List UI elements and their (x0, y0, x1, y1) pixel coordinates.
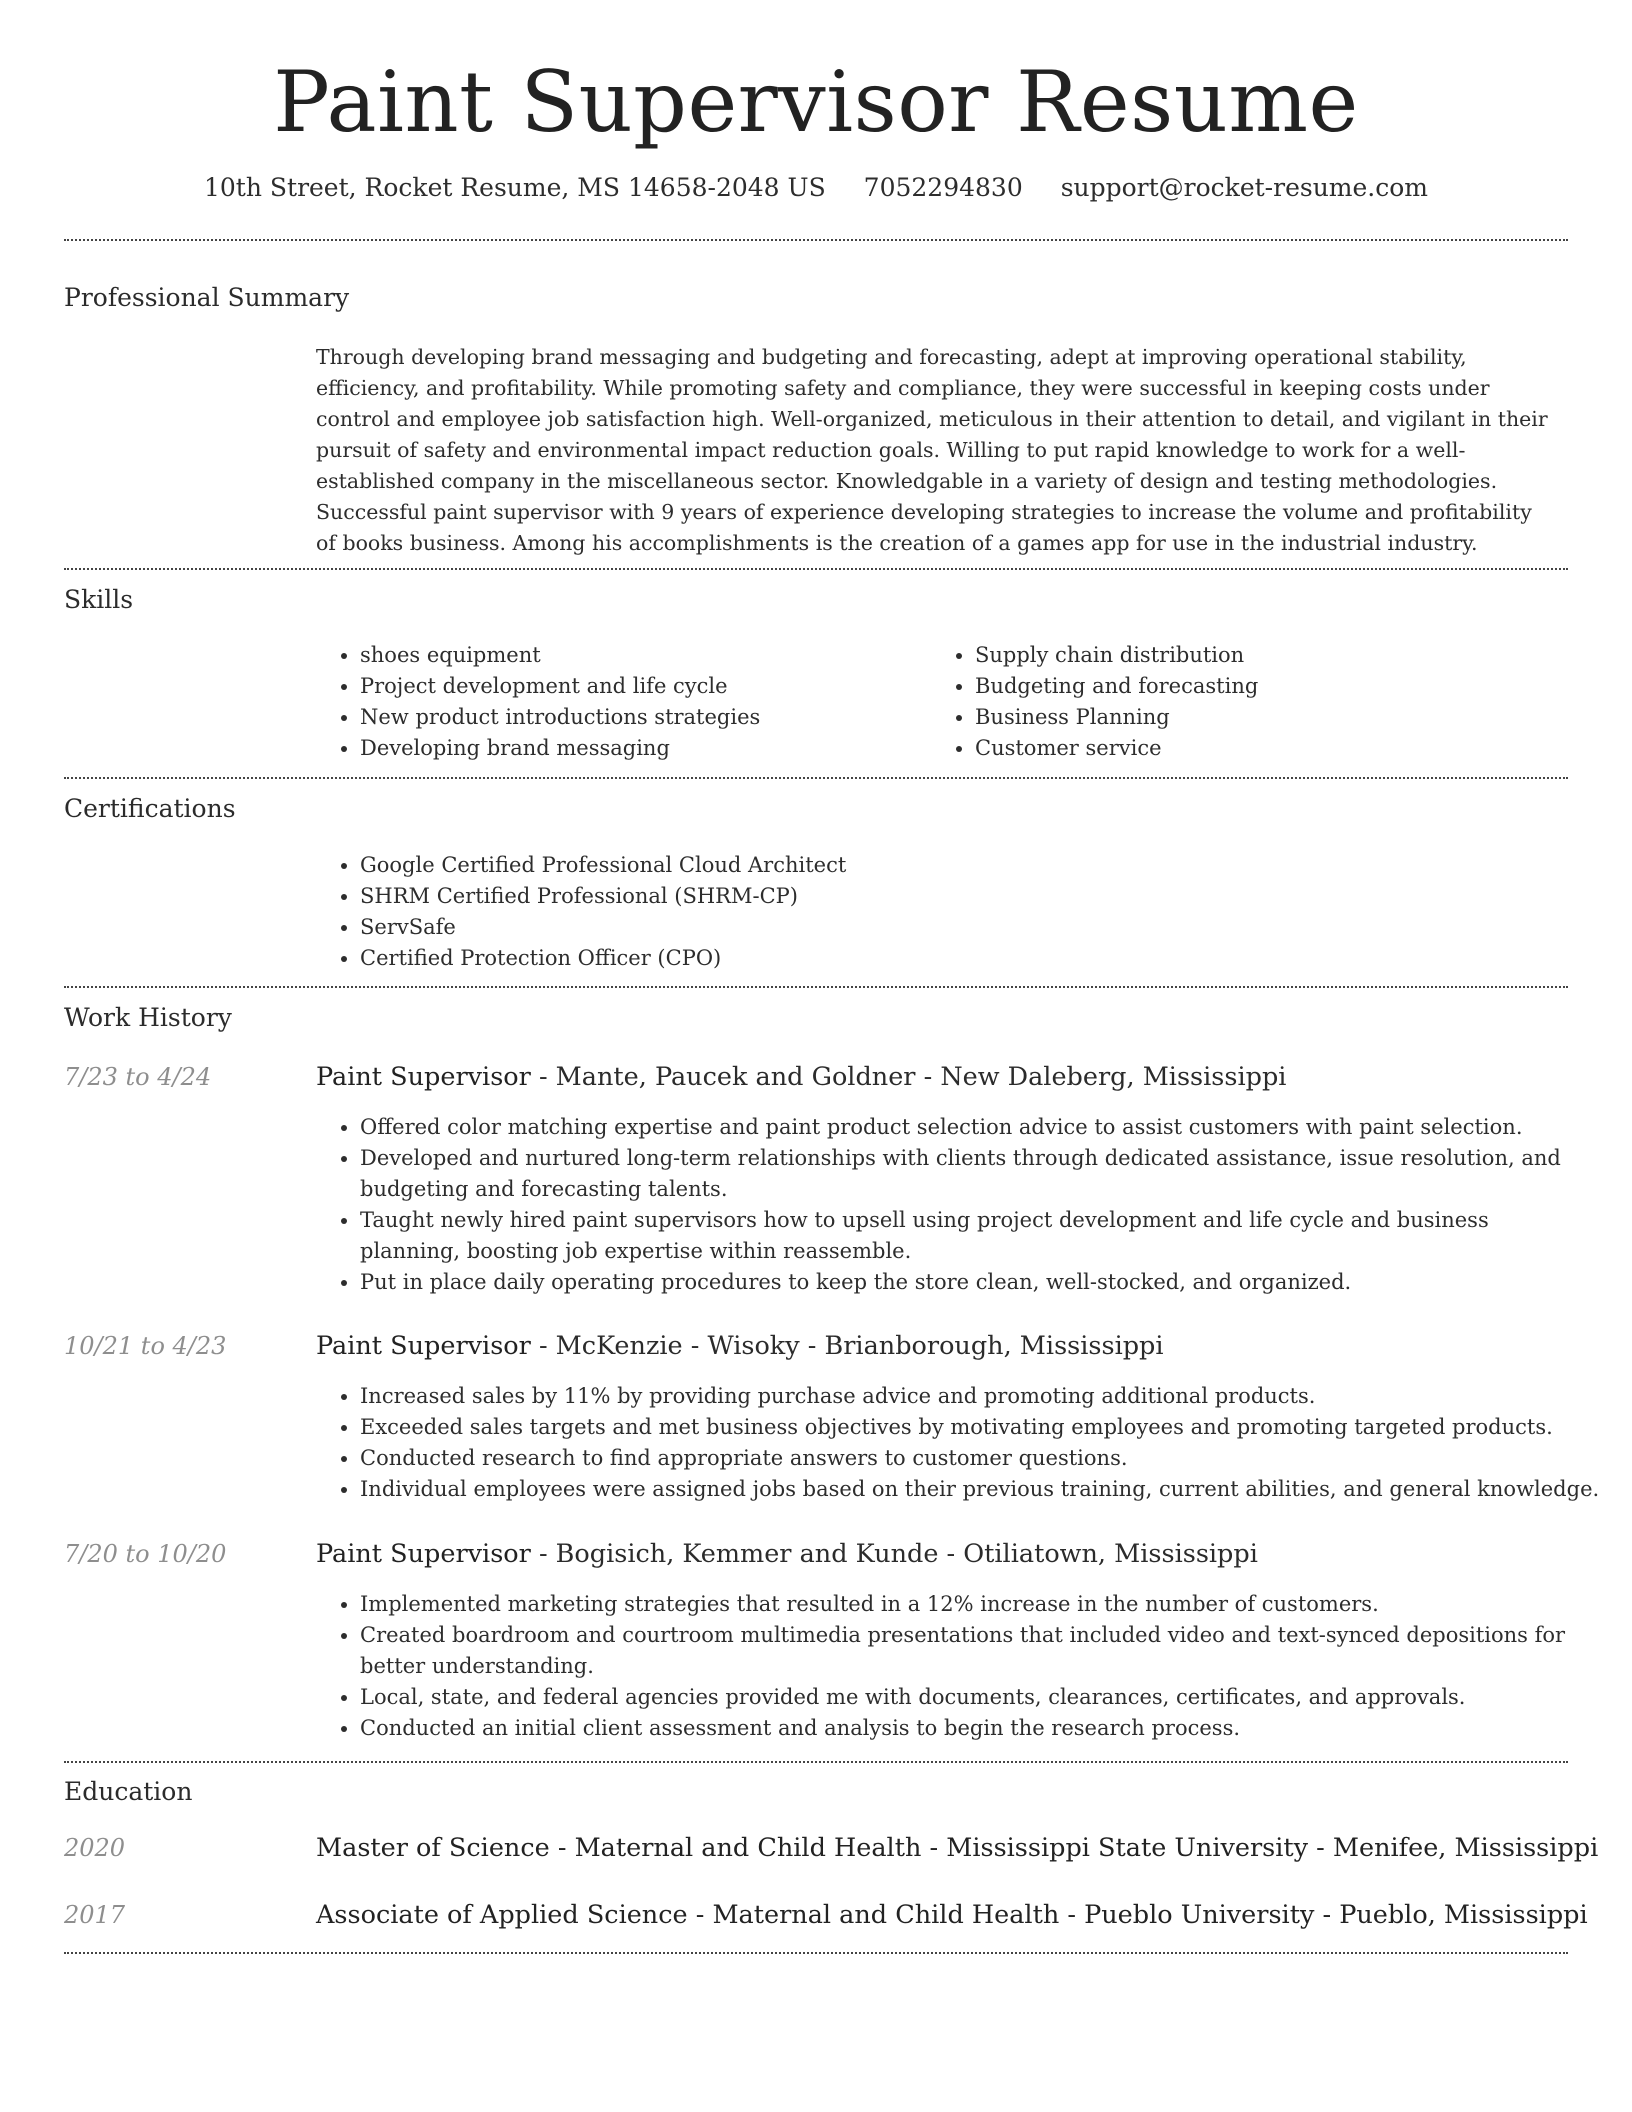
section-title-summary: Professional Summary (64, 283, 350, 312)
job-title: Paint Supervisor (316, 1331, 531, 1361)
education-year: 2017 (64, 1901, 126, 1929)
job-bullet: • Increased sales by 11% by providing purchase advice and promoting additional products. (360, 1381, 1600, 1412)
job-bullet: • Implemented marketing strategies that resulted in a 12% increase in the number of customers. (360, 1589, 1590, 1620)
divider (64, 568, 1568, 570)
job-company: Bogisich, Kemmer and Kunde (555, 1539, 939, 1569)
skill-item: • Customer service (975, 733, 1575, 764)
job-dates: 7/20 to 10/20 (64, 1540, 227, 1568)
skill-item: • Project development and life cycle (360, 671, 920, 702)
contact-email: support@rocket-resume.com (1060, 173, 1428, 202)
job-location: New Daleberg, Mississippi (940, 1062, 1287, 1092)
skill-item: • Budgeting and forecasting (975, 671, 1575, 702)
education-degree: Associate of Applied Science (316, 1900, 688, 1930)
job-dates: 10/21 to 4/23 (64, 1332, 227, 1360)
education-field: Maternal and Child Health (574, 1833, 922, 1863)
job-heading: Paint Supervisor - Bogisich, Kemmer and Kunde - Otiliatown, Mississippi (316, 1539, 1258, 1569)
job-bullets (316, 1589, 1590, 1744)
job-bullet: • Offered color matching expertise and paint product selection advice to assist customers with paint selection. (360, 1112, 1590, 1143)
education-entry: Associate of Applied Science - Maternal and Child Health - Pueblo University - Pueblo, Mississippi (316, 1900, 1588, 1930)
certification-item: • Google Certified Professional Cloud Architect (360, 850, 1560, 881)
summary-text: Through developing brand messaging and budgeting and forecasting, adept at improving operational stability, efficiency, and profitability. While promoting safety and compliance, they were successful in keeping costs under control and employee job satisfaction high. Well-organized, meticulous in their attention to detail, and vigilant in their pursuit of safety and environmental impact reduction goals. Willing to put rapid knowledge to work for a well-established company in the miscellaneous sector. Knowledgable in a variety of design and testing methodologies. Successful paint supervisor with 9 years of experience developing strategies to increase the volume and profitability of books business. Among his accomplishments is the creation of a games app for use in the industrial industry. (316, 345, 1548, 555)
resume-title: Paint Supervisor Resume (273, 53, 1359, 151)
job-bullet: • Individual employees were assigned jobs based on their previous training, current abilities, and general knowledge. (360, 1474, 1600, 1505)
job-bullets (316, 1381, 1600, 1505)
job-company: Mante, Paucek and Goldner (555, 1062, 916, 1092)
contact-line (0, 170, 1632, 206)
divider (64, 986, 1568, 988)
section-title-education: Education (64, 1777, 193, 1806)
divider (64, 1952, 1568, 1954)
skills-list-right (931, 640, 1575, 764)
job-location: Brianborough, Mississippi (824, 1331, 1164, 1361)
education-location: Pueblo, Mississippi (1339, 1900, 1588, 1930)
job-bullets (316, 1112, 1590, 1298)
education-school: Pueblo University (1084, 1900, 1315, 1930)
job-bullet: • Conducted research to find appropriate answers to customer questions. (360, 1443, 1600, 1474)
job-title: Paint Supervisor (316, 1062, 531, 1092)
skill-item: • Business Planning (975, 702, 1575, 733)
certification-item: • SHRM Certified Professional (SHRM-CP) (360, 881, 1560, 912)
skill-item: • shoes equipment (360, 640, 920, 671)
contact-address: 10th Street, Rocket Resume, MS 14658-2048 US (203, 173, 826, 202)
section-title-certifications: Certifications (64, 794, 236, 823)
job-bullet: • Local, state, and federal agencies provided me with documents, clearances, certificates, and approvals. (360, 1682, 1590, 1713)
job-title: Paint Supervisor (316, 1539, 531, 1569)
education-field: Maternal and Child Health (712, 1900, 1060, 1930)
certifications-list (316, 850, 1560, 974)
section-title-skills: Skills (64, 585, 134, 614)
job-bullet: • Created boardroom and courtroom multimedia presentations that included video and text-synced depositions for better understanding. (360, 1620, 1590, 1682)
job-heading: Paint Supervisor - McKenzie - Wisoky - Brianborough, Mississippi (316, 1331, 1164, 1361)
divider (64, 1761, 1568, 1763)
skill-item: • New product introductions strategies (360, 702, 920, 733)
skill-item: • Supply chain distribution (975, 640, 1575, 671)
job-bullet: • Put in place daily operating procedures to keep the store clean, well-stocked, and organized. (360, 1267, 1590, 1298)
certification-item: • Certified Protection Officer (CPO) (360, 943, 1560, 974)
education-degree: Master of Science (316, 1833, 550, 1863)
certification-item: • ServSafe (360, 912, 1560, 943)
job-location: Otiliatown, Mississippi (963, 1539, 1258, 1569)
education-location: Menifee, Mississippi (1332, 1833, 1599, 1863)
skill-item: • Developing brand messaging (360, 733, 920, 764)
education-entry: Master of Science - Maternal and Child Health - Mississippi State University - Menifee, Mississippi (316, 1833, 1599, 1863)
job-bullet: • Conducted an initial client assessment and analysis to begin the research process. (360, 1713, 1590, 1744)
job-bullet: • Taught newly hired paint supervisors how to upsell using project development and life cycle and business planning, boosting job expertise within reassemble. (360, 1205, 1590, 1267)
job-heading: Paint Supervisor - Mante, Paucek and Goldner - New Daleberg, Mississippi (316, 1062, 1287, 1092)
divider (64, 777, 1568, 779)
skills-list-left (316, 640, 920, 764)
job-dates: 7/23 to 4/24 (64, 1063, 212, 1091)
divider (64, 239, 1568, 241)
job-bullet: • Developed and nurtured long-term relationships with clients through dedicated assistance, issue resolution, and budgeting and forecasting talents. (360, 1143, 1590, 1205)
education-year: 2020 (64, 1834, 126, 1862)
job-bullet: • Exceeded sales targets and met business objectives by motivating employees and promoting targeted products. (360, 1412, 1600, 1443)
job-company: McKenzie - Wisoky (555, 1331, 800, 1361)
contact-phone: 7052294830 (863, 173, 1023, 202)
section-title-work-history: Work History (64, 1003, 232, 1032)
education-school: Mississippi State University (946, 1833, 1309, 1863)
